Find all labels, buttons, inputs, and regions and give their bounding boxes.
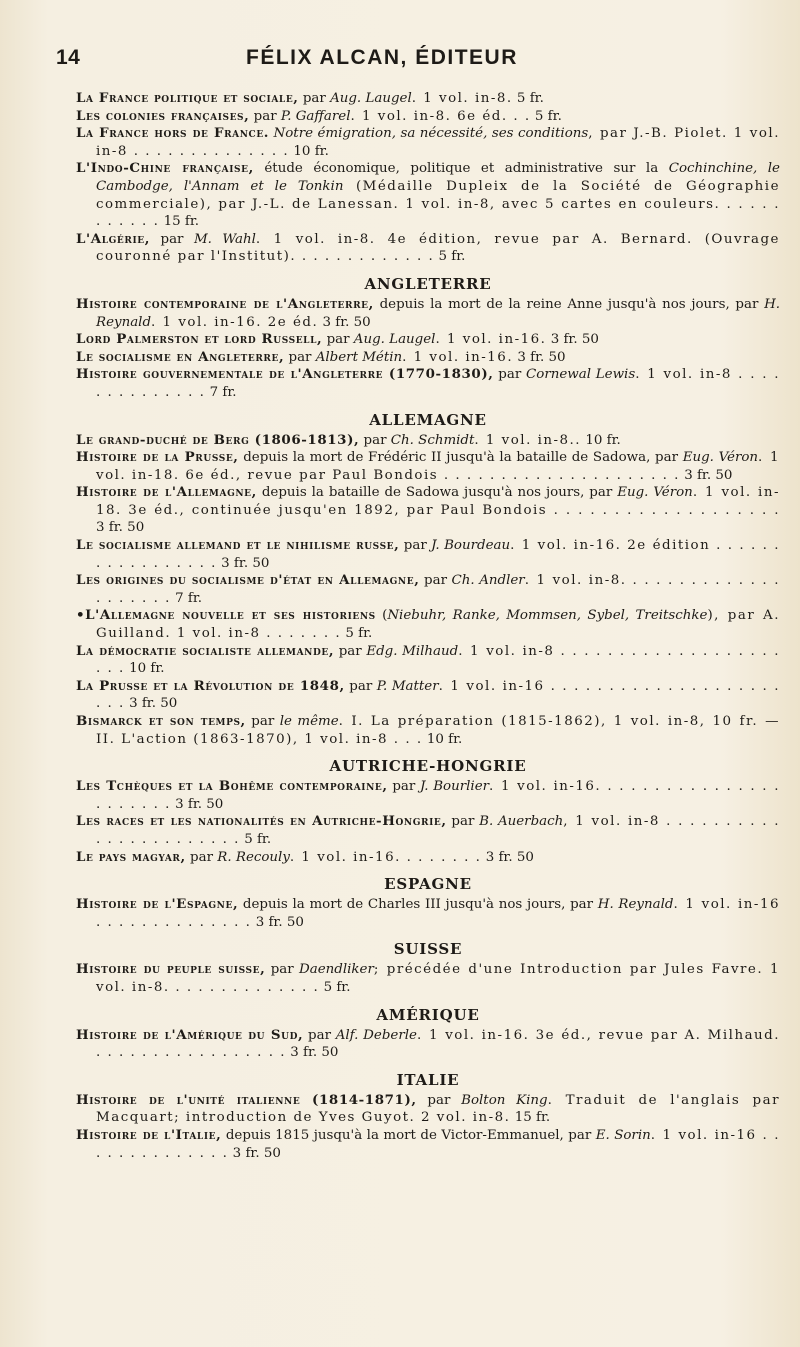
- entry-price: 15 fr.: [163, 214, 200, 230]
- entry-details: . 1 vol. in-16.: [402, 349, 514, 365]
- entry-author: Daendliker: [299, 962, 374, 978]
- entry-details: . 1 vol. in-18. 6e éd., revue par Paul Bondois . . . . . . . . . . . . . . . . . . . . .: [96, 450, 780, 483]
- entry-author: H. Reynald: [96, 296, 780, 330]
- entry-text: par: [359, 432, 391, 448]
- entry-author: B. Auerbach: [479, 814, 564, 830]
- entry-details: , 1 vol. in-8 . . . . . . . . . . . . . . . . . . . . . . .: [96, 814, 781, 847]
- entry-price: 3 fr. 50: [550, 332, 599, 348]
- entry-title: Histoire de l'Espagne,: [76, 896, 239, 913]
- entry-author: Aug. Laugel: [330, 91, 412, 106]
- entry-text: par: [303, 1027, 336, 1043]
- catalog-entry: [76, 813, 780, 848]
- entry-title: L'Indo-Chine française,: [76, 160, 254, 177]
- section-heading: ALLEMAGNE: [369, 410, 487, 429]
- entry-author: E. Sorin: [595, 1127, 651, 1143]
- entry-details: . 1 vol. in-8 . . . . . . . . . . . . . . . . . . . . . .: [96, 643, 780, 677]
- entry-price: 3 fr. 50: [221, 555, 270, 571]
- catalog-entry: [76, 108, 780, 126]
- entry-title: Histoire contemporaine de l'Angleterre,: [76, 295, 374, 312]
- entry-price: 10 fr.: [426, 731, 463, 747]
- entry-title: Histoire de l'Italie,: [76, 1126, 222, 1143]
- entry-price: 3 fr. 50: [485, 849, 534, 865]
- entry-title: La France hors de France.: [76, 125, 270, 142]
- entry-details: . 1 vol. in-16 . . . . . . . . . . . . . .: [96, 1127, 780, 1161]
- catalog-entry: [76, 349, 780, 367]
- page-number: 14: [56, 46, 81, 69]
- entry-details: . 1 vol. in-16 . . . . . . . . . . . . . . . . . . . . . . .: [96, 678, 781, 712]
- entry-author: Niebuhr, Ranke, Mommsen, Sybel, Treitschke: [387, 608, 708, 624]
- entry-author: le même: [279, 714, 339, 729]
- entry-text: depuis la mort de Frédéric II jusqu'à la bataille de Sadowa, par: [238, 450, 683, 466]
- entry-price: 15 fr.: [514, 1110, 551, 1126]
- entry-details: . 1 vol. in-8..: [474, 432, 582, 448]
- section-heading: ESPAGNE: [384, 875, 472, 894]
- catalog-entry: [76, 160, 780, 230]
- entry-price: 3 fr. 50: [96, 520, 145, 536]
- entry-details: . 1 vol. in-18. 3e éd., continuée jusqu'en 1892, par Paul Bondois . . . . . . . . . . . . . . . . . . .: [96, 485, 780, 518]
- catalog-entry: [76, 125, 780, 160]
- catalog-entry: [76, 449, 780, 484]
- catalog-entry: [76, 537, 780, 572]
- entry-title: Histoire du peuple suisse,: [76, 961, 266, 978]
- entry-author: Edg. Milhaud: [366, 643, 459, 659]
- entry-price: 3 fr. 50: [232, 1145, 281, 1161]
- entry-text: depuis la mort de Charles III jusqu'à nos jours, par: [238, 897, 598, 913]
- catalog-entry: [76, 678, 780, 713]
- catalog-entry: [76, 331, 780, 349]
- entry-title: Les Tchèques et la Bohême contemporaine,: [76, 778, 388, 795]
- entry-author: Eug. Véron: [682, 450, 759, 466]
- entry-title: La Prusse et la Révolution de 1848,: [76, 677, 345, 694]
- catalog-entry: [76, 572, 780, 607]
- entry-text: depuis la mort de la reine Anne jusqu'à nos jours, par: [373, 296, 765, 312]
- entry-price: 7 fr.: [175, 590, 203, 606]
- entry-text: étude économique, politique et administrative sur la: [253, 161, 669, 177]
- entry-author: Eug. Véron: [617, 485, 693, 501]
- entry-text: par: [185, 849, 218, 865]
- entry-details: . Traduit de l'anglais par Macquart; introduction de Yves Guyot. 2 vol. in-8.: [96, 1092, 780, 1126]
- section-heading: SUISSE: [393, 940, 463, 959]
- entry-text: par: [399, 538, 432, 554]
- entry-details: ), par A. Guilland. 1 vol. in-8 . . . . . . .: [96, 608, 780, 642]
- entry-details: . 1 vol. in-16.: [435, 332, 547, 348]
- catalog-entry: [76, 231, 780, 266]
- entry-details: . I. La préparation (1815-1862), 1 vol. in-8, 10 fr. — II. L'action (1863-1870), 1 vol. in-8 . . .: [96, 714, 780, 747]
- entry-title: Le socialisme allemand et le nihilisme russe,: [76, 537, 400, 554]
- entry-details: . 1 vol. in-8 . . . . . . . . . . . . . .: [96, 367, 780, 400]
- page-header: [56, 46, 771, 76]
- catalog-entry: [76, 296, 780, 331]
- entry-author: P. Matter: [376, 678, 439, 694]
- entry-price: 5 fr.: [345, 626, 373, 642]
- catalog-entry: [76, 1092, 780, 1127]
- entry-details: . 1 vol. in-16. . . . . . . .: [289, 849, 482, 865]
- entry-author: Cornewal Lewis: [526, 367, 636, 383]
- entry-title: Le pays magyar,: [76, 848, 186, 865]
- entry-text: par: [265, 962, 300, 978]
- entry-price: 5 fr.: [516, 91, 544, 106]
- entry-price: 3 fr. 50: [517, 349, 566, 365]
- entry-author: Albert Métin: [315, 349, 403, 365]
- entry-title: Les colonies françaises,: [76, 107, 250, 124]
- entry-title: La France politique et sociale,: [76, 90, 299, 106]
- entry-price: 3 fr. 50: [290, 1045, 339, 1061]
- catalog-entry: [76, 607, 780, 642]
- catalog-entry: [76, 849, 780, 867]
- entry-details: . 1 vol. in-16 . . . . . . . . . . . . . .: [96, 897, 780, 930]
- entry-details: (Médaille Dupleix de la Société de Géographie commerciale), par J.-L. de Lanessan. 1 vol. in-8, avec 5 cartes en couleurs. . . . . . . . . . . .: [96, 178, 780, 230]
- entry-text: par: [150, 231, 194, 247]
- entry-price: 3 fr. 50: [129, 696, 178, 712]
- entry-details: . 1 vol. in-8. . . . . . . . . . . . . . . . . . . . .: [96, 573, 780, 606]
- entry-title: Histoire de l'unité italienne (1814-1871),: [76, 1091, 417, 1108]
- entry-price: 10 fr.: [585, 432, 621, 448]
- entry-author: Ch. Schmidt: [390, 432, 475, 448]
- entry-price: 5 fr.: [244, 831, 272, 847]
- entry-title: Lord Palmerston et lord Russell,: [76, 331, 323, 348]
- entry-price: 5 fr.: [438, 249, 466, 265]
- catalog-entry: [76, 778, 780, 813]
- entry-text: par: [334, 643, 367, 659]
- entry-text: par: [416, 1092, 462, 1108]
- entry-author: J. Bourdeau: [431, 538, 511, 554]
- entry-author: R. Recouly: [217, 849, 290, 865]
- entry-details: . 1 vol. in-8. 6e éd. . .: [350, 108, 531, 124]
- entry-price: 10 fr.: [129, 661, 165, 677]
- entry-author: M. Wahl: [193, 231, 256, 247]
- entry-title: Les origines du socialisme d'état en Allemagne,: [76, 572, 420, 589]
- entry-text: depuis 1815 jusqu'à la mort de Victor-Emmanuel, par: [221, 1127, 596, 1143]
- entry-text: par: [446, 814, 480, 830]
- entry-price: 5 fr.: [323, 979, 351, 995]
- section-heading: AMÉRIQUE: [376, 1005, 480, 1024]
- entry-title: Histoire de l'Amérique du Sud,: [76, 1026, 304, 1043]
- entry-text: par: [419, 573, 452, 589]
- catalog-entry: [76, 961, 780, 996]
- entry-title: Bismarck et son temps,: [76, 713, 246, 729]
- entry-text: par: [344, 678, 377, 694]
- entry-author: Cochinchine, le Cambodge, l'Annam et le Tonkin: [96, 161, 780, 194]
- entry-price: 3 fr. 50: [175, 796, 224, 812]
- entry-price: 3 fr. 50: [684, 467, 733, 483]
- entry-title: L'Algérie,: [76, 230, 150, 247]
- entry-author: P. Gaffarel: [280, 108, 351, 124]
- entry-author: J. Bourlier: [419, 779, 490, 795]
- catalog-entry: [76, 90, 780, 108]
- entry-price: 3 fr. 50: [255, 914, 304, 930]
- entry-title: La démocratie socialiste allemande,: [76, 642, 335, 659]
- entry-title: •L'Allemagne nouvelle et ses historiens: [76, 607, 376, 624]
- entry-details: ; précédée d'une Introduction par Jules Favre. 1 vol. in-8. . . . . . . . . . . . . .: [96, 962, 780, 995]
- entry-text: par: [284, 349, 316, 365]
- entry-title: Histoire gouvernementale de l'Angleterre (1770-1830),: [76, 366, 494, 383]
- entry-title: Histoire de la Prusse,: [76, 449, 239, 466]
- catalog-listing: [76, 90, 780, 1162]
- entry-title: Les races et les nationalités en Autriche-Hongrie,: [76, 813, 447, 830]
- entry-author: Notre émigration, sa nécessité, ses conditions: [273, 126, 589, 142]
- entry-details: . 1 vol. in-16. 2e édition . . . . . . . . . . . . . . . . .: [96, 538, 781, 571]
- entry-price: 5 fr.: [534, 108, 562, 124]
- catalog-entry: [76, 1027, 780, 1062]
- entry-details: . 1 vol. in-16. . . . . . . . . . . . . . . . . . . . . . .: [96, 779, 780, 812]
- catalog-entry: [76, 713, 780, 748]
- entry-price: 7 fr.: [209, 384, 237, 400]
- entry-author: H. Reynald: [597, 897, 674, 913]
- entry-details: . 1 vol. in-8. 4e édition, revue par A. Bernard. (Ouvrage couronné par l'Institut). . . . . . . . . . . . .: [96, 231, 780, 265]
- entry-title: Histoire de l'Allemagne,: [76, 484, 257, 501]
- entry-text: par: [298, 91, 331, 106]
- catalog-entry: [76, 643, 780, 678]
- entry-title: Le grand-duché de Berg (1806-1813),: [76, 431, 360, 448]
- entry-text: par: [493, 367, 527, 383]
- catalog-entry: [76, 366, 780, 401]
- section-heading: AUTRICHE-HONGRIE: [329, 757, 527, 776]
- catalog-entry: [76, 432, 780, 450]
- entry-author: Aug. Laugel: [353, 332, 436, 348]
- catalog-entry: [76, 896, 780, 931]
- entry-details: . 1 vol. in-16. 3e éd., revue par A. Milhaud. . . . . . . . . . . . . . . . . .: [96, 1027, 780, 1061]
- entry-text: par: [387, 779, 420, 795]
- entry-text: (: [375, 608, 388, 624]
- entry-author: Alf. Deberle: [335, 1027, 417, 1043]
- entry-title: Le socialisme en Angleterre,: [76, 348, 285, 365]
- entry-text: par: [249, 108, 281, 124]
- section-heading: ANGLETERRE: [364, 274, 492, 293]
- entry-text: depuis la bataille de Sadowa jusqu'à nos jours, par: [256, 485, 618, 501]
- entry-price: 10 fr.: [293, 143, 329, 159]
- entry-author: Ch. Andler: [451, 573, 525, 589]
- entry-author: Bolton King: [461, 1092, 548, 1108]
- entry-details: . 1 vol. in-16. 2e éd.: [151, 314, 319, 330]
- entry-price: 3 fr. 50: [322, 314, 371, 330]
- entry-text: par: [245, 714, 280, 729]
- catalog-entry: [76, 484, 780, 537]
- section-heading: ITALIE: [396, 1070, 460, 1089]
- entry-details: , par J.-B. Piolet. 1 vol. in-8 . . . . . . . . . . . . . .: [96, 126, 780, 159]
- running-title: FÉLIX ALCAN, ÉDITEUR: [246, 46, 518, 69]
- entry-details: . 1 vol. in-8.: [411, 91, 513, 106]
- entry-text: par: [322, 332, 354, 348]
- catalog-entry: [76, 1127, 780, 1162]
